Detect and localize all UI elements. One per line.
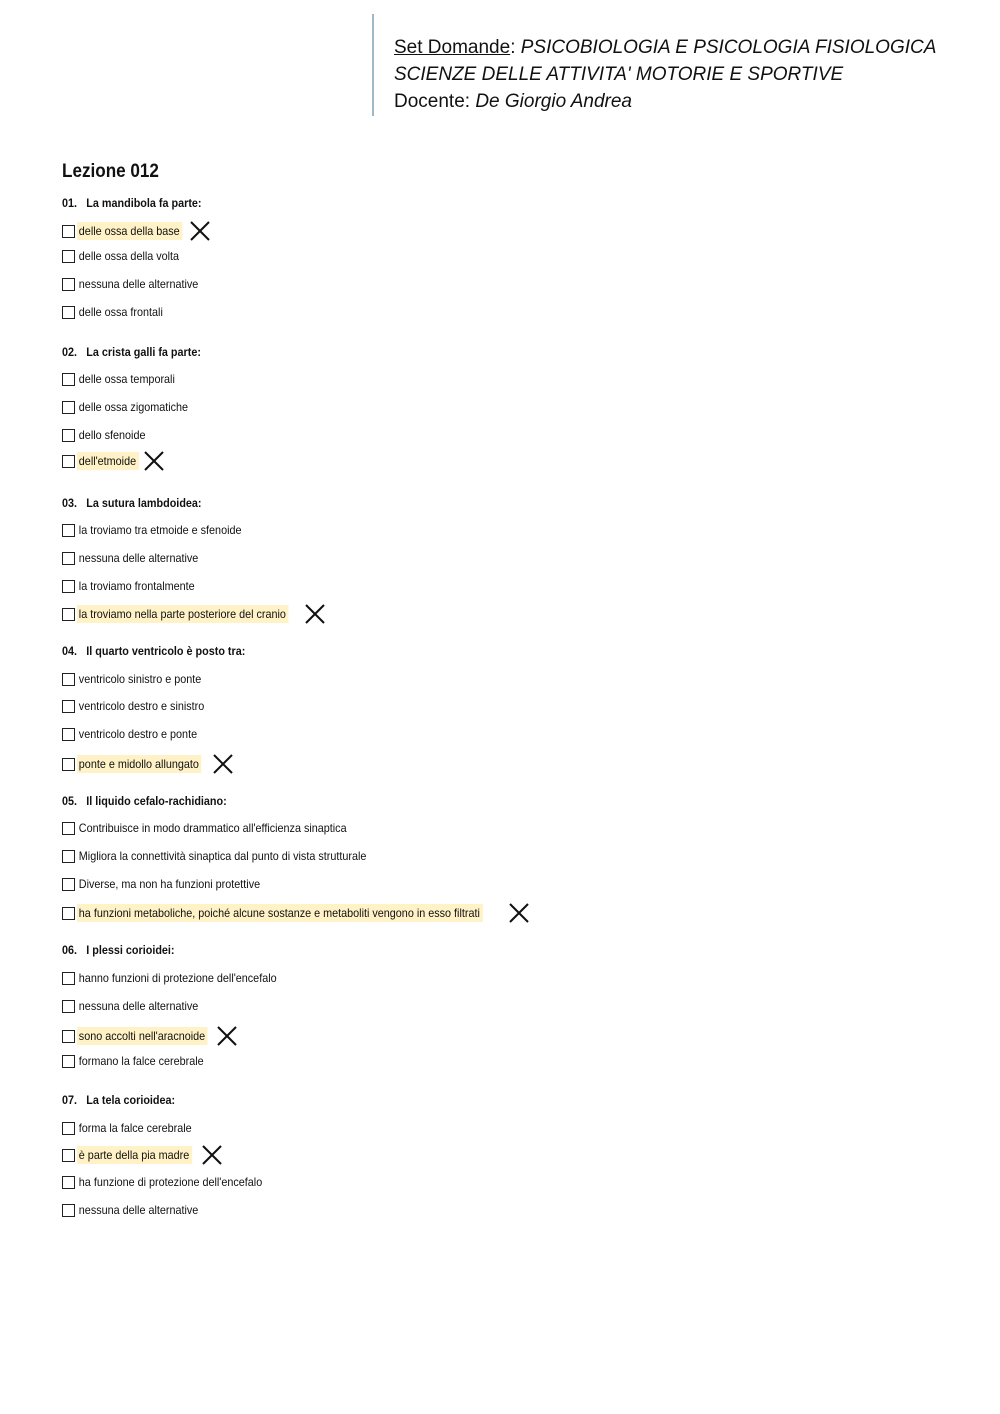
checkbox-icon[interactable] bbox=[62, 700, 75, 713]
question-06 bbox=[62, 943, 175, 957]
question-number: 04. bbox=[62, 644, 78, 658]
checkbox-icon[interactable] bbox=[62, 524, 75, 537]
answer-option[interactable] bbox=[62, 604, 312, 624]
cross-mark-icon bbox=[212, 753, 234, 775]
answer-option-text: ha funzioni metaboliche, poiché alcune sostanze e metaboliti vengono in esso filtrati bbox=[77, 904, 483, 922]
answer-option-text: ventricolo sinistro e ponte bbox=[78, 672, 202, 686]
lesson-title: Lezione 012 bbox=[62, 161, 159, 182]
answer-option-text: delle ossa zigomatiche bbox=[78, 400, 189, 414]
answer-option[interactable] bbox=[62, 576, 211, 596]
answer-option-text: Migliora la connettività sinaptica dal punto di vista strutturale bbox=[78, 849, 367, 863]
question-text: I plessi corioidei: bbox=[86, 943, 175, 957]
answer-option[interactable] bbox=[62, 968, 302, 988]
answer-option[interactable] bbox=[62, 754, 215, 774]
answer-option-text: delle ossa temporali bbox=[78, 372, 175, 386]
cross-mark-icon bbox=[189, 220, 211, 242]
course-name: SCIENZE DELLE ATTIVITA' MOTORIE E SPORTIVE bbox=[394, 64, 844, 85]
answer-option[interactable] bbox=[62, 274, 215, 294]
answer-option[interactable] bbox=[62, 1026, 222, 1046]
question-number: 02. bbox=[62, 345, 78, 359]
checkbox-icon[interactable] bbox=[62, 401, 75, 414]
question-04 bbox=[62, 644, 245, 658]
answer-option[interactable] bbox=[62, 1118, 207, 1138]
question-number: 03. bbox=[62, 496, 78, 510]
answer-option[interactable] bbox=[62, 246, 193, 266]
answer-option[interactable] bbox=[62, 874, 283, 894]
answer-option-text: nessuna delle alternative bbox=[78, 277, 199, 291]
checkbox-icon[interactable] bbox=[62, 758, 75, 771]
header-teacher-line bbox=[394, 90, 632, 114]
answer-option-text: nessuna delle alternative bbox=[78, 1203, 199, 1217]
answer-option[interactable] bbox=[62, 302, 175, 322]
subject-name: PSICOBIOLOGIA E PSICOLOGIA FISIOLOGICA bbox=[520, 37, 937, 58]
answer-option-text: delle ossa frontali bbox=[78, 305, 163, 319]
answer-option[interactable] bbox=[62, 903, 528, 923]
answer-option[interactable] bbox=[62, 818, 380, 838]
answer-option[interactable] bbox=[62, 369, 189, 389]
question-number: 01. bbox=[62, 196, 78, 210]
cross-mark-icon bbox=[508, 902, 530, 924]
checkbox-icon[interactable] bbox=[62, 1030, 75, 1043]
answer-option[interactable] bbox=[62, 696, 221, 716]
question-number: 06. bbox=[62, 943, 78, 957]
answer-option-text: delle ossa della volta bbox=[78, 249, 180, 263]
checkbox-icon[interactable] bbox=[62, 907, 75, 920]
question-text: Il liquido cefalo-rachidiano: bbox=[86, 794, 227, 808]
answer-option[interactable] bbox=[62, 996, 215, 1016]
answer-option[interactable] bbox=[62, 724, 213, 744]
checkbox-icon[interactable] bbox=[62, 850, 75, 863]
answer-option-text: ponte e midollo allungato bbox=[77, 755, 202, 773]
question-text: La mandibola fa parte: bbox=[86, 196, 202, 210]
answer-option-text: la troviamo frontalmente bbox=[78, 579, 195, 593]
question-number: 07. bbox=[62, 1093, 78, 1107]
answer-option-text: delle ossa della base bbox=[77, 222, 182, 240]
checkbox-icon[interactable] bbox=[62, 878, 75, 891]
answer-option-text: la troviamo nella parte posteriore del cranio bbox=[77, 605, 289, 623]
checkbox-icon[interactable] bbox=[62, 822, 75, 835]
question-number: 05. bbox=[62, 794, 78, 808]
answer-option-text: hanno funzioni di protezione dell'encefalo bbox=[78, 971, 277, 985]
question-03 bbox=[62, 496, 202, 510]
question-text: La crista galli fa parte: bbox=[86, 345, 201, 359]
answer-option-text: dello sfenoide bbox=[78, 428, 146, 442]
checkbox-icon[interactable] bbox=[62, 1000, 75, 1013]
answer-option[interactable] bbox=[62, 846, 402, 866]
answer-option-text: ventricolo destro e sinistro bbox=[78, 699, 205, 713]
checkbox-icon[interactable] bbox=[62, 373, 75, 386]
answer-option-text: nessuna delle alternative bbox=[78, 551, 199, 565]
answer-option-text: ventricolo destro e ponte bbox=[78, 727, 198, 741]
answer-option-text: la troviamo tra etmoide e sfenoide bbox=[78, 523, 242, 537]
teacher-name: De Giorgio Andrea bbox=[475, 91, 632, 112]
checkbox-icon[interactable] bbox=[62, 306, 75, 319]
answer-option[interactable] bbox=[62, 1145, 205, 1165]
answer-option[interactable] bbox=[62, 520, 263, 540]
question-01 bbox=[62, 196, 202, 210]
answer-option-text: è parte della pia madre bbox=[77, 1146, 192, 1164]
answer-option-text: ha funzione di protezione dell'encefalo bbox=[78, 1175, 263, 1189]
answer-option[interactable] bbox=[62, 548, 215, 568]
checkbox-icon[interactable] bbox=[62, 278, 75, 291]
answer-option[interactable] bbox=[62, 1172, 286, 1192]
answer-option[interactable] bbox=[62, 1051, 221, 1071]
answer-option-text: dell'etmoide bbox=[77, 452, 139, 470]
document-header bbox=[372, 14, 974, 116]
question-07 bbox=[62, 1093, 175, 1107]
checkbox-icon[interactable] bbox=[62, 1149, 75, 1162]
teacher-label: Docente: bbox=[394, 91, 471, 112]
answer-option-text: Diverse, ma non ha funzioni protettive bbox=[78, 877, 261, 891]
cross-mark-icon bbox=[216, 1025, 238, 1047]
checkbox-icon[interactable] bbox=[62, 728, 75, 741]
checkbox-icon[interactable] bbox=[62, 580, 75, 593]
cross-mark-icon bbox=[201, 1144, 223, 1166]
checkbox-icon[interactable] bbox=[62, 673, 75, 686]
answer-option-text: formano la falce cerebrale bbox=[78, 1054, 204, 1068]
checkbox-icon[interactable] bbox=[62, 1204, 75, 1217]
checkbox-icon[interactable] bbox=[62, 972, 75, 985]
checkbox-icon[interactable] bbox=[62, 250, 75, 263]
cross-mark-icon bbox=[304, 603, 326, 625]
checkbox-icon[interactable] bbox=[62, 1055, 75, 1068]
checkbox-icon[interactable] bbox=[62, 552, 75, 565]
answer-option[interactable] bbox=[62, 221, 194, 241]
checkbox-icon[interactable] bbox=[62, 1122, 75, 1135]
checkbox-icon[interactable] bbox=[62, 455, 75, 468]
answer-option[interactable] bbox=[62, 451, 146, 471]
question-text: La sutura lambdoidea: bbox=[86, 496, 202, 510]
answer-option[interactable] bbox=[62, 397, 203, 417]
checkbox-icon[interactable] bbox=[62, 429, 75, 442]
answer-option-text: sono accolti nell'aracnoide bbox=[77, 1027, 208, 1045]
answer-option-text: forma la falce cerebrale bbox=[78, 1121, 192, 1135]
answer-option[interactable] bbox=[62, 669, 218, 689]
cross-mark-icon bbox=[143, 450, 165, 472]
checkbox-icon[interactable] bbox=[62, 1176, 75, 1189]
answer-option-text: nessuna delle alternative bbox=[78, 999, 199, 1013]
question-02 bbox=[62, 345, 201, 359]
answer-option[interactable] bbox=[62, 425, 156, 445]
header-subject-line bbox=[394, 36, 936, 60]
set-colon: : bbox=[510, 37, 516, 58]
set-label: Set Domande bbox=[394, 37, 511, 58]
question-text: La tela corioidea: bbox=[86, 1093, 176, 1107]
question-05 bbox=[62, 794, 227, 808]
checkbox-icon[interactable] bbox=[62, 608, 75, 621]
question-text: Il quarto ventricolo è posto tra: bbox=[86, 644, 246, 658]
checkbox-icon[interactable] bbox=[62, 225, 75, 238]
answer-option-text: Contribuisce in modo drammatico all'efficienza sinaptica bbox=[78, 821, 347, 835]
answer-option[interactable] bbox=[62, 1200, 215, 1220]
